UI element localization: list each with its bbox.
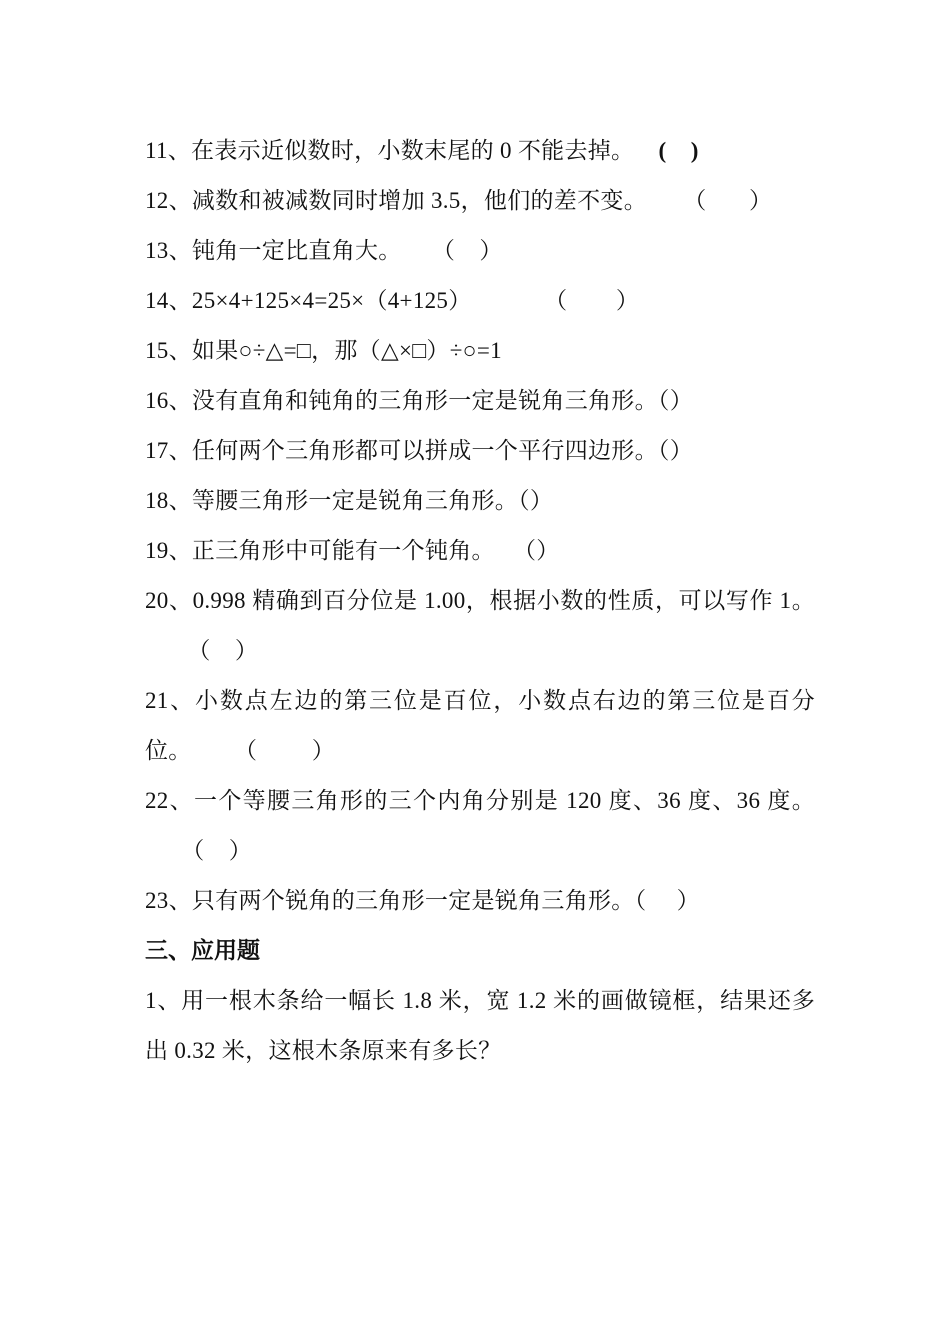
question-15 [145, 326, 815, 376]
question-text: 14、25×4+125×4=25×（4+125） [145, 288, 472, 313]
answer-blank[interactable]: （ ） [647, 188, 773, 213]
answer-blank[interactable]: ( ) [634, 138, 699, 163]
section-title: 三、应用题 [145, 938, 260, 963]
answer-blank[interactable]: （） [657, 388, 694, 413]
question-text: 1、用一根木条给一幅长 1.8 米，宽 1.2 米的画做镜框，结果还多出 0.32 米，这根木条原来有多长？ [145, 988, 815, 1063]
question-17 [145, 426, 815, 476]
question-text: 23、只有两个锐角的三角形一定是锐角三角形。 [145, 888, 635, 913]
question-text: 20、0.998 精确到百分位是 1.00，根据小数的性质，可以写作 1。 [145, 588, 815, 613]
question-text: 15、如果○÷△=□，那（△×□）÷○=1 [145, 338, 502, 363]
answer-blank[interactable]: （） [518, 488, 554, 513]
answer-blank[interactable]: （） [494, 538, 560, 563]
question-text: 12、减数和被减数同时增加 3.5，他们的差不变。 [145, 188, 647, 213]
application-question-1 [145, 976, 815, 1076]
question-21 [145, 676, 815, 776]
answer-blank[interactable]: （ ） [191, 738, 336, 763]
question-11 [145, 126, 815, 176]
question-23 [145, 876, 815, 926]
answer-blank[interactable]: （ ） [145, 838, 253, 863]
question-18 [145, 476, 815, 526]
question-text: 18、等腰三角形一定是锐角三角形。 [145, 488, 519, 513]
question-13 [145, 226, 815, 276]
question-text: 11、在表示近似数时，小数末尾的 0 不能去掉。 [145, 138, 635, 163]
question-22 [145, 776, 815, 876]
question-text: 22、一个等腰三角形的三个内角分别是 120 度、36 度、36 度。 [145, 788, 815, 813]
answer-blank[interactable]: （ ） [471, 288, 640, 313]
question-text: 13、钝角一定比直角大。 [145, 238, 402, 263]
answer-blank[interactable]: （ ） [401, 238, 503, 263]
worksheet-page [145, 126, 815, 1076]
question-text: 21、小数点左边的第三位是百位，小数点右边的第三位是百分位。 [145, 688, 815, 763]
answer-blank[interactable]: （ ） [634, 888, 700, 913]
question-12 [145, 176, 815, 226]
question-text: 17、任何两个三角形都可以拼成一个平行四边形。 [145, 438, 658, 463]
question-20 [145, 576, 815, 676]
answer-blank[interactable]: （） [657, 438, 694, 463]
question-text: 19、正三角形中可能有一个钝角。 [145, 538, 495, 563]
question-19 [145, 526, 815, 576]
question-16 [145, 376, 815, 426]
question-text: 16、没有直角和钝角的三角形一定是锐角三角形。 [145, 388, 658, 413]
answer-blank[interactable]: （ ） [145, 638, 259, 663]
question-14 [145, 276, 815, 326]
